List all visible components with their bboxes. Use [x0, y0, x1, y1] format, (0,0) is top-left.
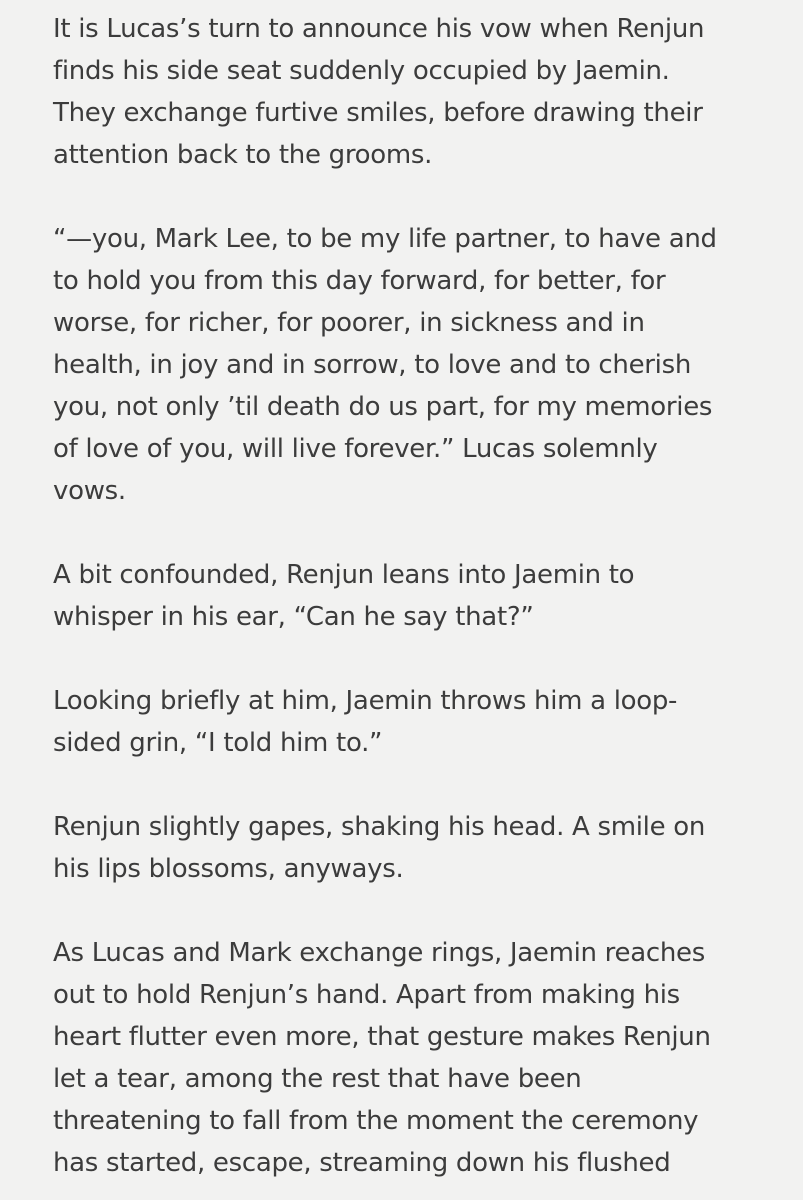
text-line: A bit confounded, Renjun leans into Jaemin to — [53, 560, 635, 590]
paragraph — [53, 554, 783, 638]
text-line: vows. — [53, 476, 126, 506]
text-line: his lips blossoms, anyways. — [53, 854, 404, 884]
text-line: let a tear, among the rest that have been — [53, 1064, 582, 1094]
text-line: worse, for richer, for poorer, in sickness and in — [53, 308, 645, 338]
paragraph-spacer — [53, 176, 783, 218]
paragraph — [53, 8, 783, 176]
text-line: has started, escape, streaming down his flushed — [53, 1148, 671, 1178]
text-line: threatening to fall from the moment the ceremony — [53, 1106, 699, 1136]
paragraph-spacer — [53, 638, 783, 680]
text-line: It is Lucas’s turn to announce his vow when Renjun — [53, 14, 705, 44]
document-body — [53, 8, 783, 1184]
text-line: As Lucas and Mark exchange rings, Jaemin reaches — [53, 938, 705, 968]
paragraph — [53, 680, 783, 764]
text-line: They exchange furtive smiles, before drawing their — [53, 98, 703, 128]
paragraph — [53, 932, 783, 1184]
paragraph-spacer — [53, 890, 783, 932]
text-line: sided grin, “I told him to.” — [53, 728, 383, 758]
paragraph-spacer — [53, 512, 783, 554]
text-line: you, not only ’til death do us part, for my memories — [53, 392, 713, 422]
text-line: health, in joy and in sorrow, to love and to cherish — [53, 350, 692, 380]
text-line: whisper in his ear, “Can he say that?” — [53, 602, 534, 632]
text-line: of love of you, will live forever.” Lucas solemnly — [53, 434, 658, 464]
text-line: out to hold Renjun’s hand. Apart from making his — [53, 980, 680, 1010]
text-line: Looking briefly at him, Jaemin throws him a loop- — [53, 686, 678, 716]
text-line: to hold you from this day forward, for better, for — [53, 266, 666, 296]
text-line: Renjun slightly gapes, shaking his head. A smile on — [53, 812, 706, 842]
text-line: “—you, Mark Lee, to be my life partner, to have and — [53, 224, 717, 254]
paragraph — [53, 218, 783, 512]
paragraph — [53, 806, 783, 890]
paragraph-spacer — [53, 764, 783, 806]
text-line: finds his side seat suddenly occupied by Jaemin. — [53, 56, 670, 86]
text-line: attention back to the grooms. — [53, 140, 433, 170]
text-line: heart flutter even more, that gesture makes Renjun — [53, 1022, 711, 1052]
